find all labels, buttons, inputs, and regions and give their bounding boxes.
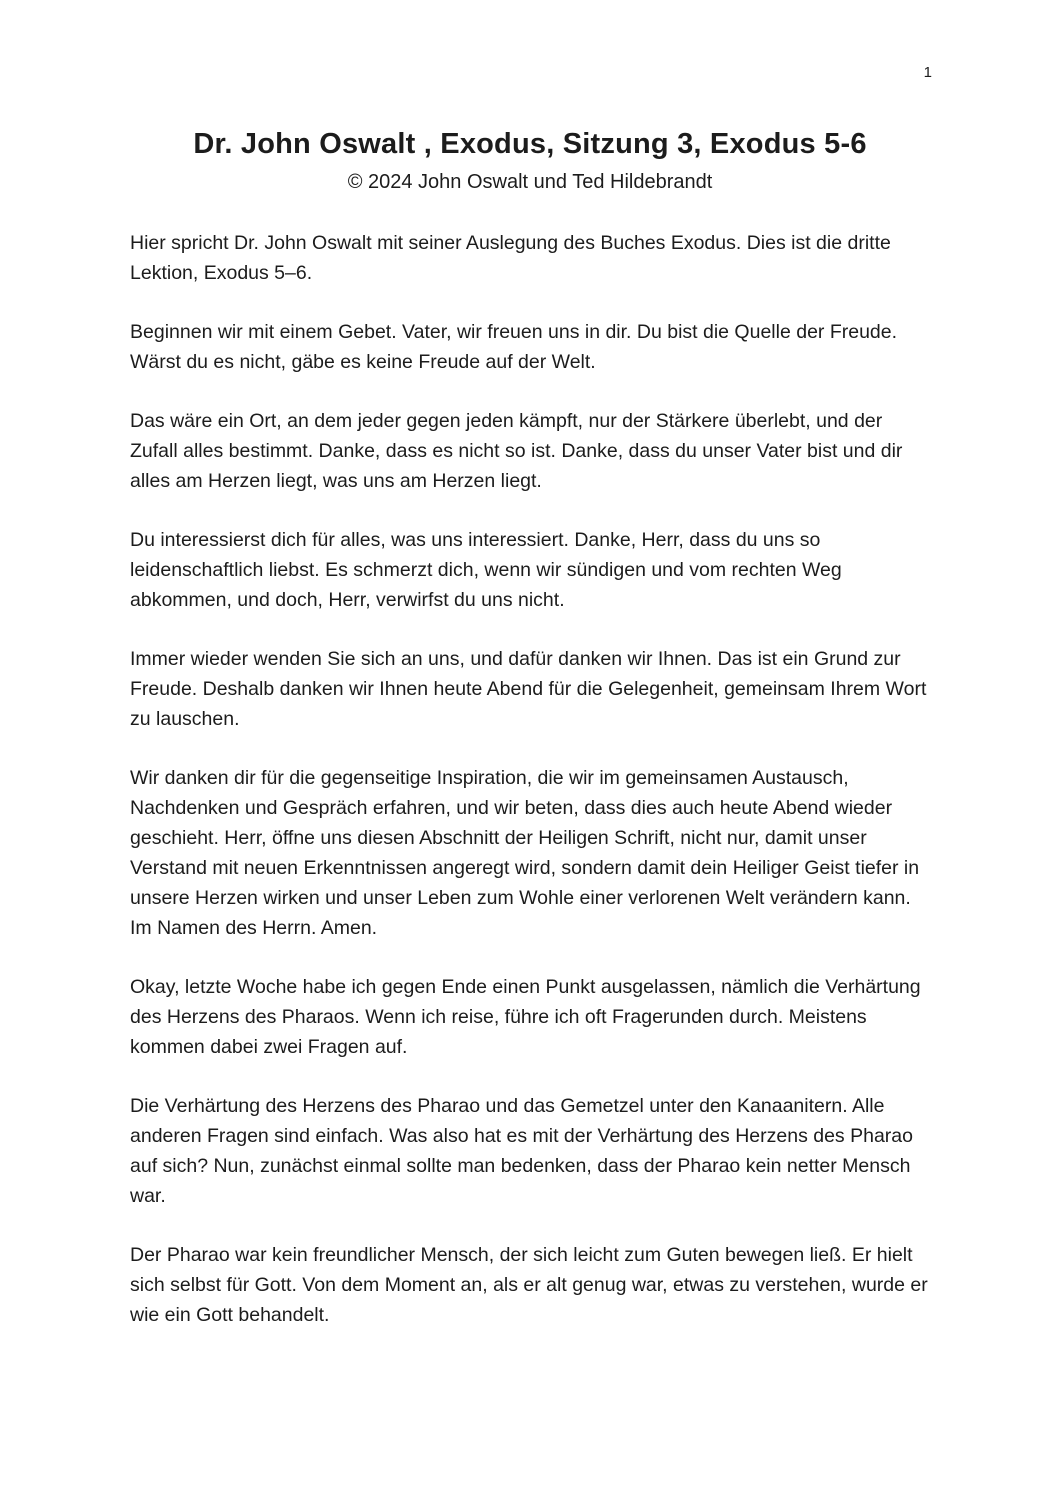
- page-number: 1: [923, 64, 932, 81]
- document-title: Dr. John Oswalt , Exodus, Sitzung 3, Exodus 5-6: [193, 128, 867, 160]
- paragraph: Wir danken dir für die gegenseitige Inspiration, die wir im gemeinsamen Austausch, Nachdenken und Gespräch erfahren, und wir beten, dass dies auch heute Abend wieder geschieht. Herr, öffne uns diesen Abschnitt der Heiligen Schrift, nicht nur, damit unser Verstand mit neuen Erkenntnissen angeregt wird, sondern damit dein Heiliger Geist tiefer in unsere Herzen wirken und unser Leben zum Wohle einer verlorenen Welt verändern kann. Im Namen des Herrn. Amen.: [130, 767, 920, 939]
- paragraph: Beginnen wir mit einem Gebet. Vater, wir freuen uns in dir. Du bist die Quelle der Freude. Wärst du es nicht, gäbe es keine Freude auf der Welt.: [130, 321, 898, 373]
- paragraph: Das wäre ein Ort, an dem jeder gegen jeden kämpft, nur der Stärkere überlebt, und der Zufall alles bestimmt. Danke, dass es nicht so ist. Danke, dass du unser Vater bist und dir alles am Herzen liegt, was uns am Herzen liegt.: [130, 410, 903, 492]
- paragraph: Okay, letzte Woche habe ich gegen Ende einen Punkt ausgelassen, nämlich die Verhärtung des Herzens des Pharaos. Wenn ich reise, führe ich oft Fragerunden durch. Meistens kommen dabei zwei Fragen auf.: [130, 976, 921, 1058]
- document-body: [130, 228, 930, 1330]
- paragraph: Die Verhärtung des Herzens des Pharao und das Gemetzel unter den Kanaanitern. Alle anderen Fragen sind einfach. Was also hat es mit der Verhärtung des Herzens des Pharao auf sich? Nun, zunächst einmal sollte man bedenken, dass der Pharao kein netter Mensch war.: [130, 1095, 913, 1207]
- paragraph: Du interessierst dich für alles, was uns interessiert. Danke, Herr, dass du uns so leidenschaftlich liebst. Es schmerzt dich, wenn wir sündigen und vom rechten Weg abkommen, und doch, Herr, verwirfst du uns nicht.: [130, 529, 842, 611]
- copyright-line: © 2024 John Oswalt und Ted Hildebrandt: [347, 171, 713, 193]
- paragraph: Immer wieder wenden Sie sich an uns, und dafür danken wir Ihnen. Das ist ein Grund zur Freude. Deshalb danken wir Ihnen heute Abend für die Gelegenheit, gemeinsam Ihrem Wort zu lauschen.: [130, 648, 927, 730]
- paragraph: Der Pharao war kein freundlicher Mensch, der sich leicht zum Guten bewegen ließ. Er hielt sich selbst für Gott. Von dem Moment an, als er alt genug war, etwas zu verstehen, wurde er wie ein Gott behandelt.: [130, 1244, 928, 1326]
- paragraph: Hier spricht Dr. John Oswalt mit seiner Auslegung des Buches Exodus. Dies ist die dritte Lektion, Exodus 5–6.: [130, 232, 891, 284]
